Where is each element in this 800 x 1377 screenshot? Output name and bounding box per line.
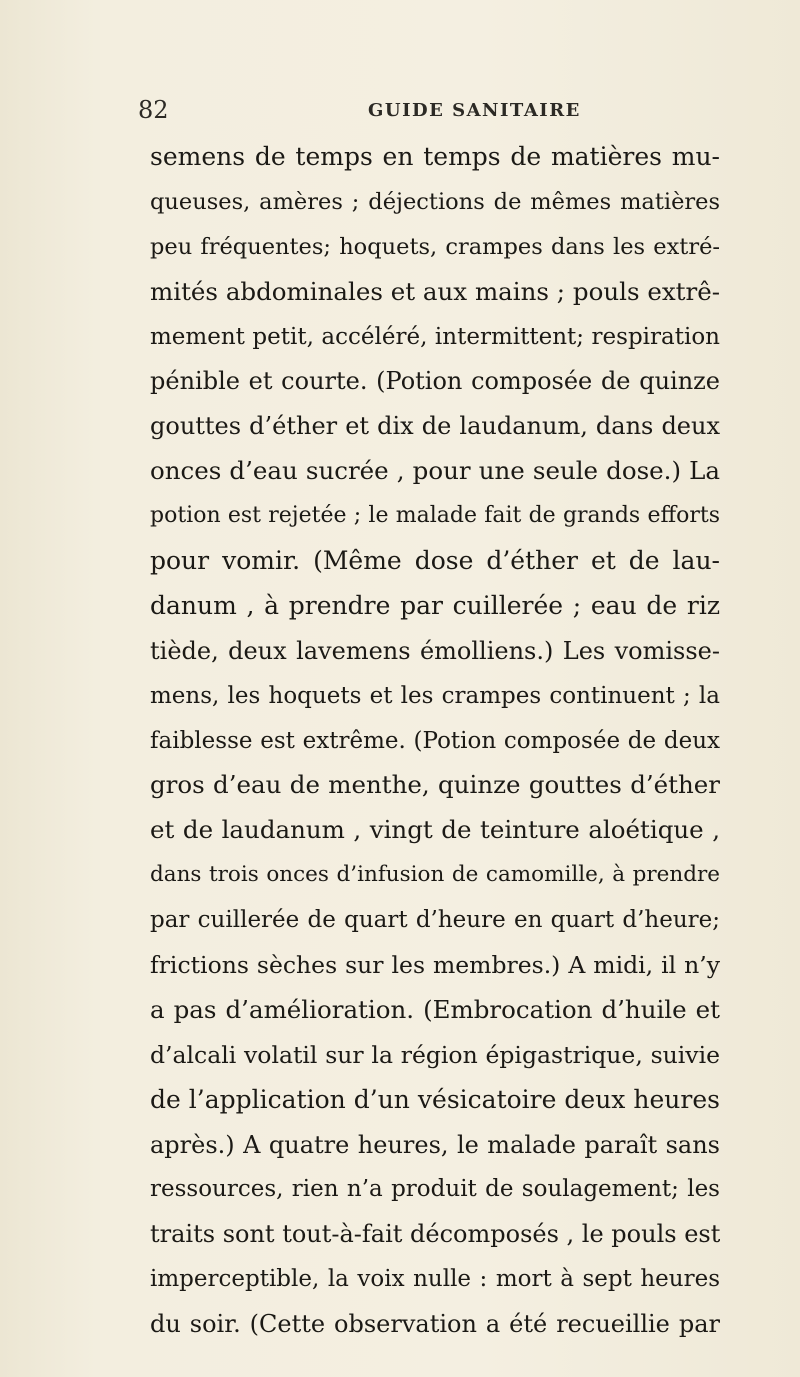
text-line: a pas d’amélioration. (Embrocation d’huile et: [150, 994, 720, 1024]
text-line: dans trois onces d’infusion de camomille, à prendre: [150, 862, 720, 888]
running-head: GUIDE SANITAIRE: [368, 100, 581, 121]
page-number: 82: [138, 96, 169, 124]
text-line: de l’application d’un vésicatoire deux heures: [150, 1084, 720, 1114]
text-line: mement petit, accéléré, intermittent; respiration: [150, 323, 720, 350]
page-header: [138, 96, 708, 132]
text-line: faiblesse est extrême. (Potion composée de deux: [150, 727, 720, 754]
text-line: du soir. (Cette observation a été recueillie par: [150, 1310, 720, 1339]
text-line: d’alcali volatil sur la région épigastrique, suivie: [150, 1040, 720, 1069]
text-line: pénible et courte. (Potion composée de quinze: [150, 367, 720, 396]
text-line: peu fréquentes; hoquets, crampes dans les extré-: [150, 233, 720, 260]
text-line: danum , à prendre par cuillerée ; eau de riz: [150, 590, 720, 620]
text-line: queuses, amères ; déjections de mêmes matières: [150, 188, 720, 215]
text-line: semens de temps en temps de matières mu-: [150, 142, 720, 171]
text-line: pour vomir. (Même dose d’éther et de lau-: [150, 546, 720, 576]
body-text: [150, 135, 720, 1347]
text-line: traits sont tout-à-fait décomposés , le pouls est: [150, 1220, 720, 1249]
text-line: onces d’eau sucrée , pour une seule dose.) La: [150, 456, 720, 486]
text-line: par cuillerée de quart d’heure en quart d’heure;: [150, 907, 720, 934]
text-line: ressources, rien n’a produit de soulagement; les: [150, 1176, 720, 1203]
text-line: potion est rejetée ; le malade fait de grands efforts: [150, 503, 720, 529]
text-line: mens, les hoquets et les crampes continuent ; la: [150, 682, 720, 709]
text-line: imperceptible, la voix nulle : mort à sept heures: [150, 1266, 720, 1293]
text-line: et de laudanum , vingt de teinture aloétique ,: [150, 815, 720, 845]
text-line: gros d’eau de menthe, quinze gouttes d’éther: [150, 770, 720, 800]
text-line: mités abdominales et aux mains ; pouls extrê-: [150, 276, 720, 306]
text-line: gouttes d’éther et dix de laudanum, dans deux: [150, 412, 720, 441]
text-line: frictions sèches sur les membres.) A midi, il n’y: [150, 951, 720, 980]
text-line: après.) A quatre heures, le malade paraît sans: [150, 1130, 720, 1159]
text-line: tiède, deux lavemens émolliens.) Les vomisse-: [150, 636, 720, 665]
